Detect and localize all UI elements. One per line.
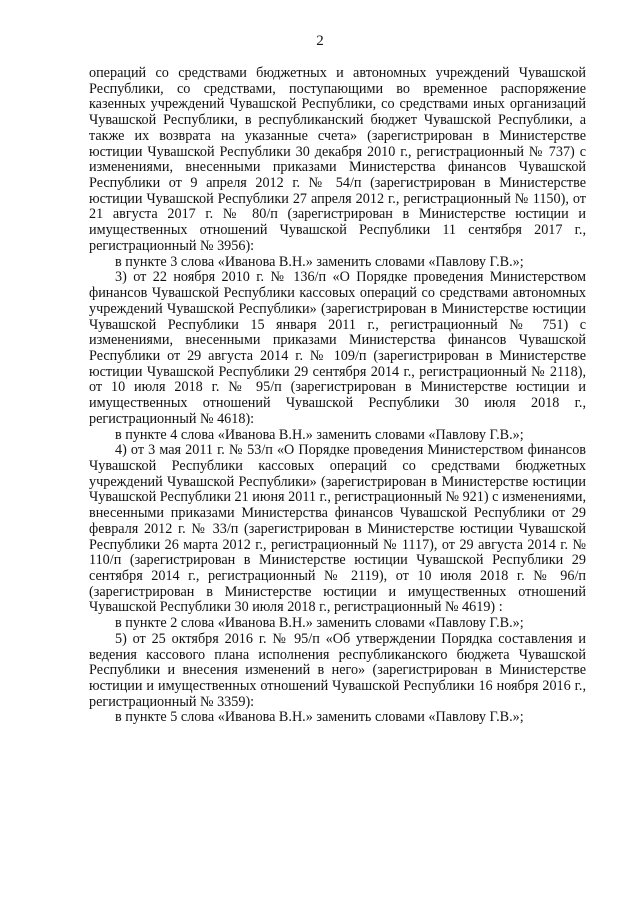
page-number: 2 (316, 33, 324, 49)
paragraph-order-3: 3) от 22 ноября 2010 г. № 136/п «О Порядке проведения Министерством финансов Чувашской Республики кассовых операций со средствами автономных учреждений Чувашской Республики» (зарегистрирован в Министерстве юстиции Чувашской Республики 15 января 2011 г., регистрационный № 751) с изменениями, внесенными приказами Министерства финансов Чувашской Республики от 29 августа 2014 г. № 109/п (зарегистрирован в Министерстве юстиции Чувашской Республики 29 сентября 2014 г., регистрационный № 2118), от 10 июля 2018 г. № 95/п (зарегистрирован в Министерстве юстиции и имущественных отношений Чувашской Республики 30 июля 2018 г., регистрационный № 4618): (89, 269, 586, 427)
document-body (89, 66, 586, 726)
paragraph-order-5: 5) от 25 октября 2016 г. № 95/п «Об утверждении Порядка составления и ведения кассового плана исполнения республиканского бюджета Чувашской Республики и внесения изменений в него» (зарегистрирован в Министерстве юстиции и имущественных отношений Чувашской Республики 16 ноября 2016 г., регистрационный № 3359): (89, 630, 586, 710)
paragraph-order-4: 4) от 3 мая 2011 г. № 53/п «О Порядке проведения Министерством финансов Чувашской Республики кассовых операций со средствами бюджетных учреждений Чувашской Республики» (зарегистрирован в Министерстве юстиции Чувашской Республики 21 июня 2011 г., регистрационный № 921) с изменениями, внесенными приказами Министерства финансов Чувашской Республики от 29 февраля 2012 г. № 33/п (зарегистрирован в Министерстве юстиции Чувашской Республики 26 марта 2012 г., регистрационный № 1117), от 29 августа 2014 г. № 110/п (зарегистрирован в Министерстве юстиции Чувашской Республики 29 сентября 2014 г., регистрационный № 2119), от 10 июля 2018 г. № 96/п (зарегистрирован в Министерстве юстиции и имущественных отношений Чувашской Республики 30 июля 2018 г., регистрационный № 4619) : (89, 442, 586, 616)
paragraph-continuation: операций со средствами бюджетных и автономных учреждений Чувашской Республики, со средствами, поступающими во временное распоряжение казенных учреждений Чувашской Республики, со средствами иных организаций Чувашской Республики, в республиканский бюджет Чувашской Республики, а также их возврата на указанные счета» (зарегистрирован в Министерстве юстиции Чувашской Республики 30 декабря 2010 г., регистрационный № 737) с изменениями, внесенными приказами Министерства финансов Чувашской Республики от 9 апреля 2012 г. № 54/п (зарегистрирован в Министерстве юстиции Чувашской Республики 27 апреля 2012 г., регистрационный № 1150), от 21 августа 2017 г. № 80/п (зарегистрирован в Министерстве юстиции и имущественных отношений Чувашской Республики 11 сентября 2017 г., регистрационный № 3956): (89, 65, 586, 254)
paragraph-amendment-item-5: в пункте 5 слова «Иванова В.Н.» заменить словами «Павлову Г.В.»; (115, 709, 524, 726)
paragraph-amendment-item-2: в пункте 3 слова «Иванова В.Н.» заменить словами «Павлову Г.В.»; (115, 253, 524, 270)
paragraph-amendment-item-3: в пункте 4 слова «Иванова В.Н.» заменить словами «Павлову Г.В.»; (115, 426, 524, 443)
paragraph-amendment-item-4: в пункте 2 слова «Иванова В.Н.» заменить словами «Павлову Г.В.»; (115, 615, 524, 632)
